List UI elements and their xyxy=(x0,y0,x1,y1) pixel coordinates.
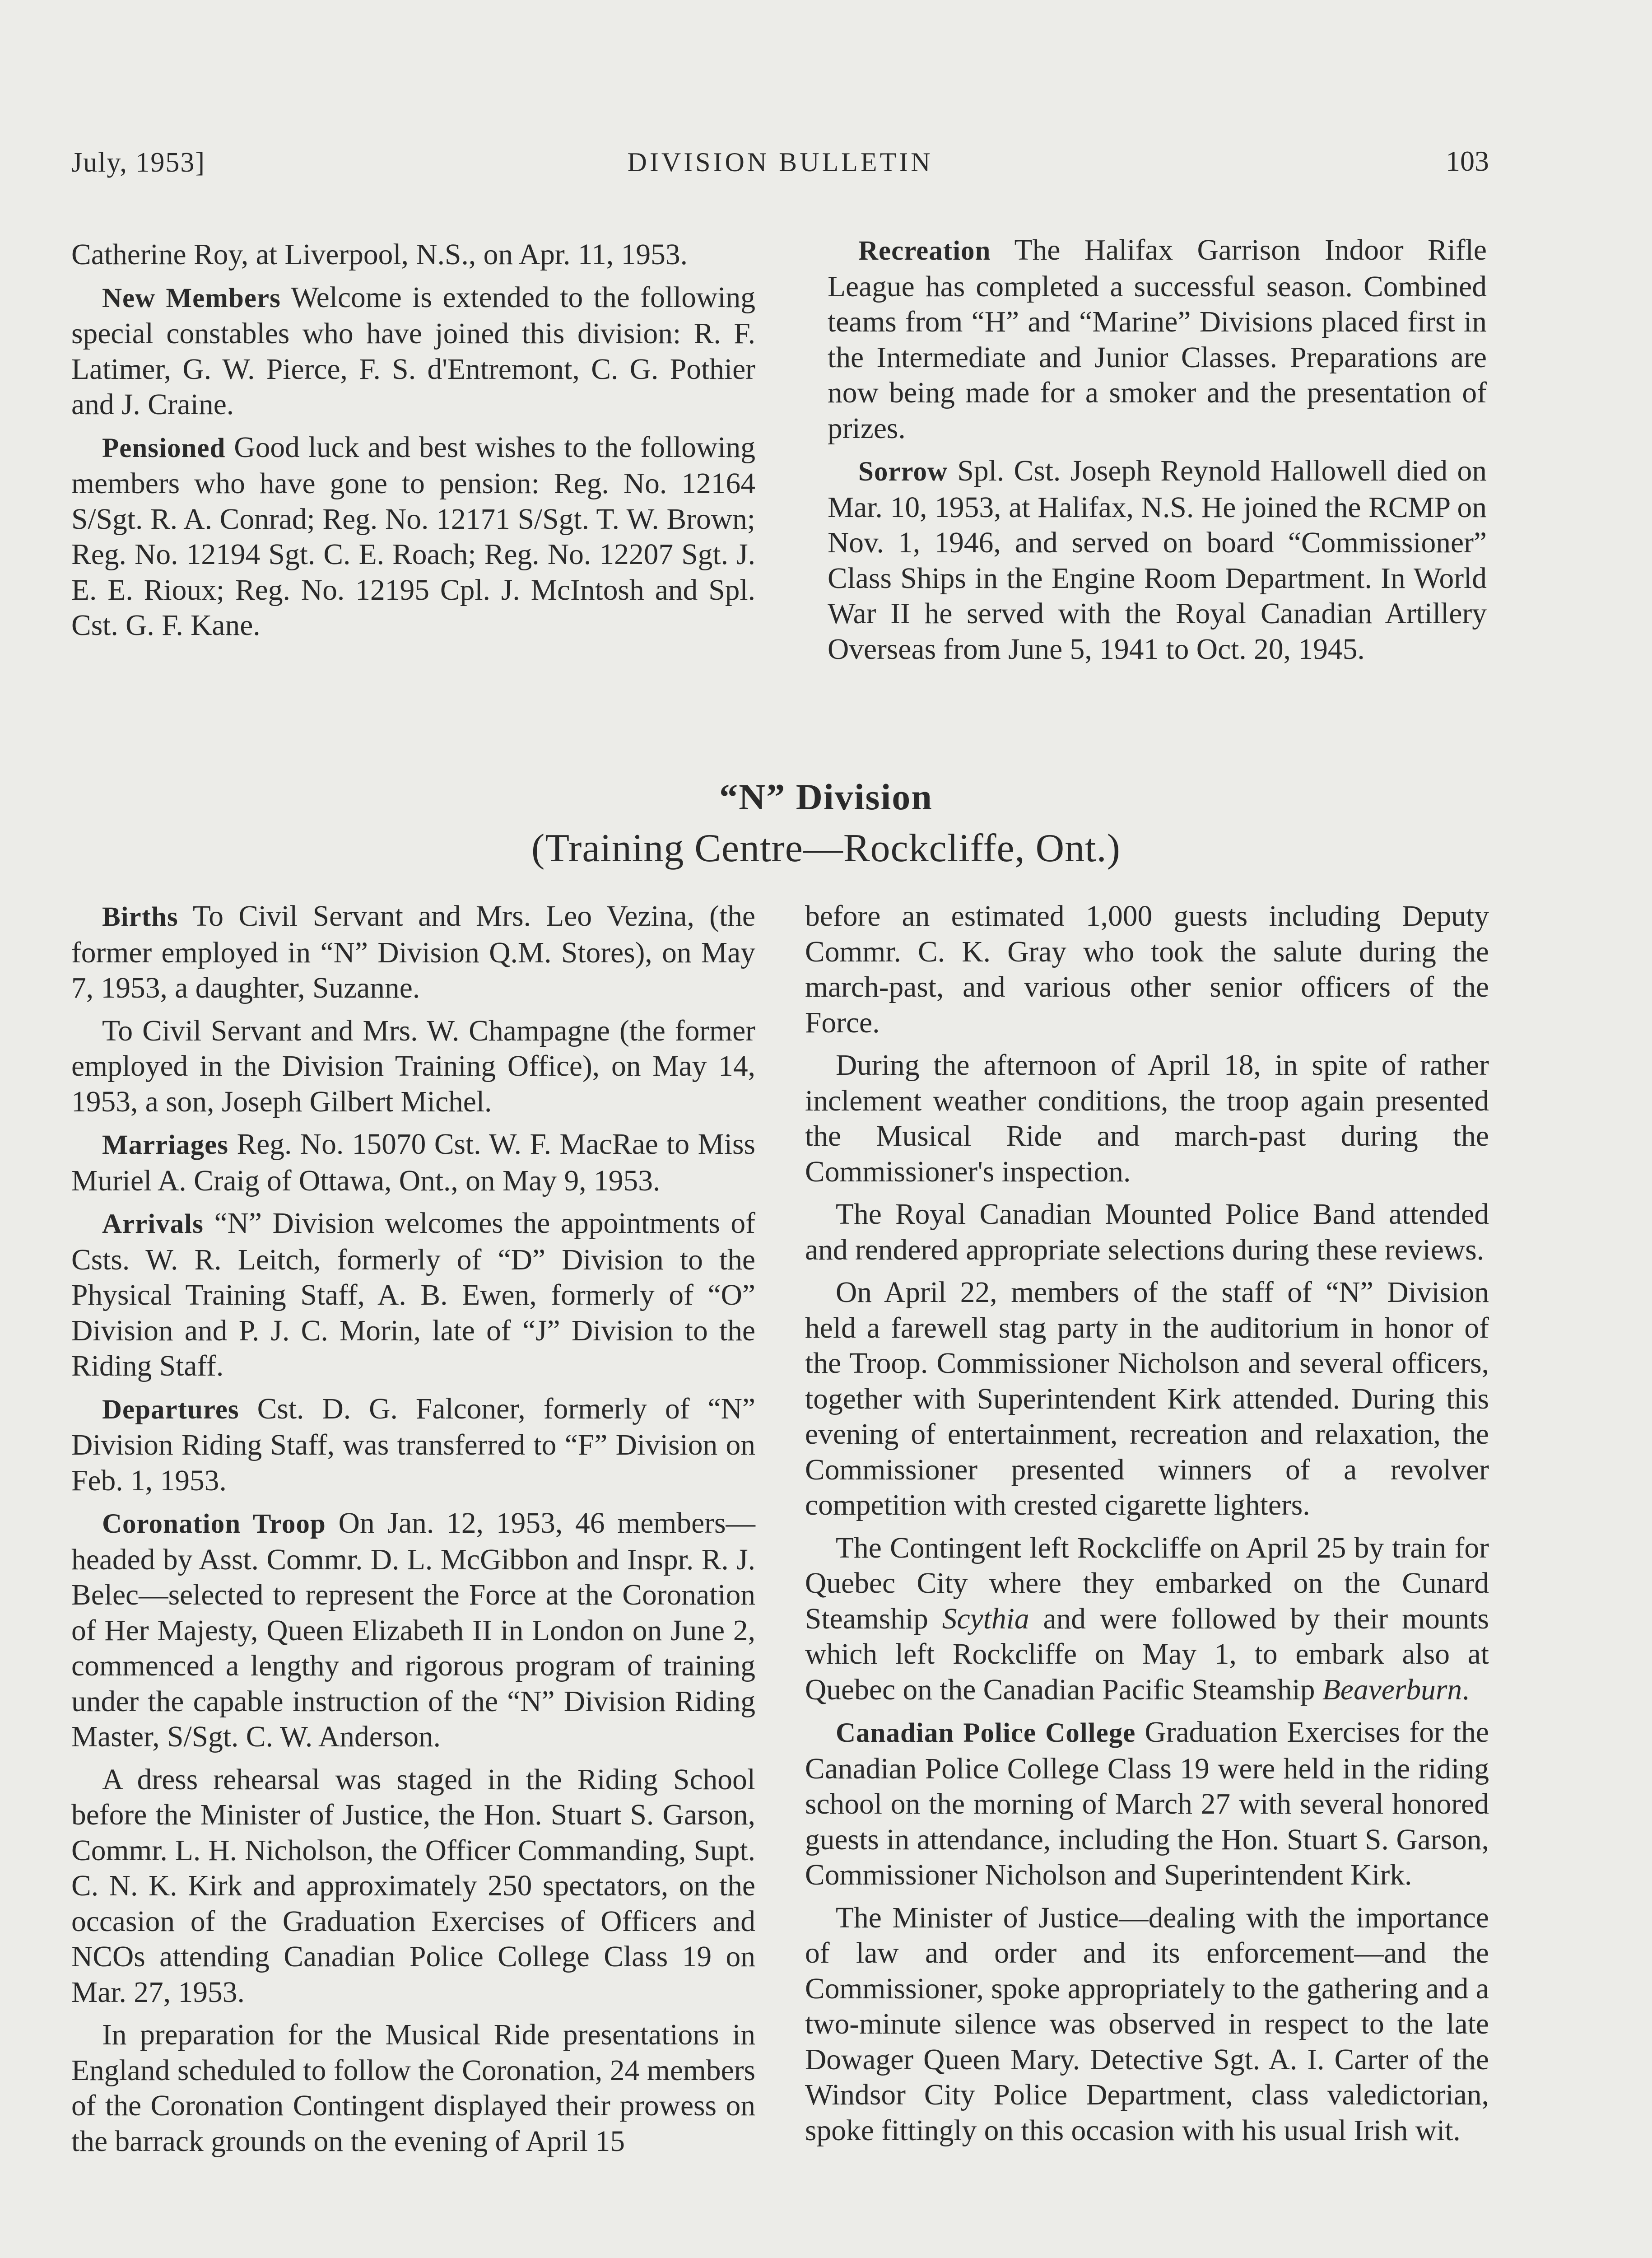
lead-new-members: New Members xyxy=(102,283,281,313)
text-recreation: The Halifax Garrison Indoor Rifle League has completed a successful season. Combined teams from “H” and “Marine” Divisions placed first in the Intermediate and Junior Classes. Preparations are now being made for a smoker and the presentation of prizes. xyxy=(828,234,1487,445)
paragraph-afternoon: During the afternoon of April 18, in spite of rather inclement weather conditions, the troop again presented the Musical Ride and march-past during the Commissioner's inspection. xyxy=(805,1049,1489,1188)
text-contingent-b: and were followed by their mounts which left Rockcliffe on May 1, to embark also at Quebec on the Canadian Pacific Steamship xyxy=(805,1602,1489,1706)
column-top-right xyxy=(828,233,1487,674)
paragraph-preparation: In preparation for the Musical Ride presentations in England scheduled to follow the Coronation, 24 members of the Coronation Contingent displayed their prowess on the barrack grounds on the evening of April 15 xyxy=(71,2019,755,2158)
ship-name-scythia: Scythia xyxy=(942,1602,1029,1635)
text-departures: Cst. D. G. Falconer, formerly of “N” Division Riding Staff, was transferred to “F” Division on Feb. 1, 1953. xyxy=(71,1392,755,1497)
running-header xyxy=(71,147,1489,187)
paragraph-band: The Royal Canadian Mounted Police Band attended and rendered appropriate selections during these reviews. xyxy=(805,1198,1489,1266)
lead-marriages: Marriages xyxy=(102,1130,228,1160)
paragraph-continued-guests: before an estimated 1,000 guests including Deputy Commr. C. K. Gray who took the salute during the march-past, and various other senior officers of the Force. xyxy=(805,900,1489,1039)
lead-departures: Departures xyxy=(102,1394,239,1425)
column-bottom-left xyxy=(71,899,755,2166)
lead-coronation-troop: Coronation Troop xyxy=(102,1509,326,1539)
paragraph-continued: Catherine Roy, at Liverpool, N.S., on Apr. 11, 1953. xyxy=(71,238,688,271)
paragraph-coronation-troop xyxy=(71,1506,755,1755)
text-births: To Civil Servant and Mrs. Leo Vezina, (the former employed in “N” Division Q.M. Stores), on May 7, 1953, a daughter, Suzanne. xyxy=(71,900,755,1004)
text-pensioned: Good luck and best wishes to the following members who have gone to pension: Reg. No. 12164 S/Sgt. R. A. Conrad; Reg. No. 12171 S/Sgt. T. W. Brown; Reg. No. 12194 Sgt. C. E. Roach; Reg. No. 12207 Sgt. J. E. E. Rioux; Reg. No. 12195 Cpl. J. McIntosh and Spl. Cst. G. F. Kane. xyxy=(71,431,755,642)
paragraph-contingent xyxy=(805,1530,1489,1708)
paragraph-police-college xyxy=(805,1715,1489,1893)
ship-name-beaverburn: Beaverburn xyxy=(1322,1673,1462,1706)
paragraph-new-members xyxy=(71,280,755,423)
paragraph-recreation xyxy=(828,233,1487,446)
column-top-left xyxy=(71,237,755,651)
paragraph-sorrow xyxy=(828,453,1487,667)
lead-arrivals: Arrivals xyxy=(102,1209,204,1239)
paragraph-rehearsal: A dress rehearsal was staged in the Riding School before the Minister of Justice, the Hon. Stuart S. Garson, Commr. L. H. Nicholson, the Officer Commanding, Supt. C. N. K. Kirk and approximately 250 spectators, on the occasion of the Graduation Exercises of Officers and NCOs attending Canadian Police College Class 19 on Mar. 27, 1953. xyxy=(71,1763,755,2009)
text-sorrow: Spl. Cst. Joseph Reynold Hallowell died on Mar. 10, 1953, at Halifax, N.S. He joined the RCMP on Nov. 1, 1946, and served on board “Commissioner” Class Ships in the Engine Room Department. In World War II he served with the Royal Canadian Artillery Overseas from June 5, 1941 to Oct. 20, 1945. xyxy=(828,455,1487,666)
paragraph-minister: The Minister of Justice—dealing with the importance of law and order and its enforcement—and the Commissioner, spoke appropriately to the gathering and a two-minute silence was observed in respect to the late Dowager Queen Mary. Detective Sgt. A. I. Carter of the Windsor City Police Department, class valedictorian, spoke fittingly on this occasion with his usual Irish wit. xyxy=(805,1901,1489,2147)
paragraph-births xyxy=(71,899,755,1006)
text-arrivals: “N” Division welcomes the appointments of Csts. W. R. Leitch, formerly of “D” Division to the Physical Training Staff, A. B. Ewen, formerly of “O” Division and P. J. C. Morin, late of “J” Division to the Riding Staff. xyxy=(71,1207,755,1382)
text-coronation-troop: On Jan. 12, 1953, 46 members—headed by Asst. Commr. D. L. McGibbon and Inspr. R. J. Belec—selected to represent the Force at the Coronation of Her Majesty, Queen Elizabeth II in London on June 2, commenced a lengthy and rigorous program of training under the capable instruction of the “N” Division Riding Master, S/Sgt. C. W. Anderson. xyxy=(71,1507,755,1753)
lead-police-college: Canadian Police College xyxy=(836,1718,1136,1748)
lead-pensioned: Pensioned xyxy=(102,433,226,463)
header-date: July, 1953] xyxy=(71,147,205,178)
section-subtitle: (Training Centre—Rockcliffe, Ont.) xyxy=(531,826,1121,870)
column-bottom-right xyxy=(805,899,1489,2155)
paragraph-pensioned xyxy=(71,430,755,644)
section-title: “N” Division xyxy=(719,776,933,817)
page-number: 103 xyxy=(1446,145,1489,177)
paragraph-births-2: To Civil Servant and Mrs. W. Champagne (the former employed in the Division Training Office), on May 14, 1953, a son, Joseph Gilbert Michel. xyxy=(71,1014,755,1118)
text-marriages: Reg. No. 15070 Cst. W. F. MacRae to Miss Muriel A. Craig of Ottawa, Ont., on May 9, 1953. xyxy=(71,1128,755,1197)
lead-recreation: Recreation xyxy=(858,236,991,266)
paragraph-departures xyxy=(71,1391,755,1499)
lead-sorrow: Sorrow xyxy=(858,457,948,487)
paragraph-farewell: On April 22, members of the staff of “N” Division held a farewell stag party in the auditorium in honor of the Troop. Commissioner Nicholson and several officers, together with Superintendent Kirk attended. During this evening of entertainment, recreation and relaxation, the Commissioner presented winners of a revolver competition with crested cigarette lighters. xyxy=(805,1276,1489,1521)
text-new-members: Welcome is extended to the following special constables who have joined this division: R. F. Latimer, G. W. Pierce, F. S. d'Entremont, C. G. Pothier and J. Craine. xyxy=(71,281,755,421)
header-title: DIVISION BULLETIN xyxy=(627,147,933,177)
text-police-college: Graduation Exercises for the Canadian Police College Class 19 were held in the riding school on the morning of March 27 with several honored guests in attendance, including the Hon. Stuart S. Garson, Commissioner Nicholson and Superintendent Kirk. xyxy=(805,1716,1489,1891)
paragraph-arrivals xyxy=(71,1206,755,1384)
text-contingent-a: The Contingent left Rockcliffe on April 25 by train for Quebec City where they embarked on the Cunard Steamship xyxy=(805,1531,1489,1635)
text-contingent-c: . xyxy=(1462,1673,1470,1706)
paragraph-marriages xyxy=(71,1127,755,1199)
lead-births: Births xyxy=(102,902,178,932)
